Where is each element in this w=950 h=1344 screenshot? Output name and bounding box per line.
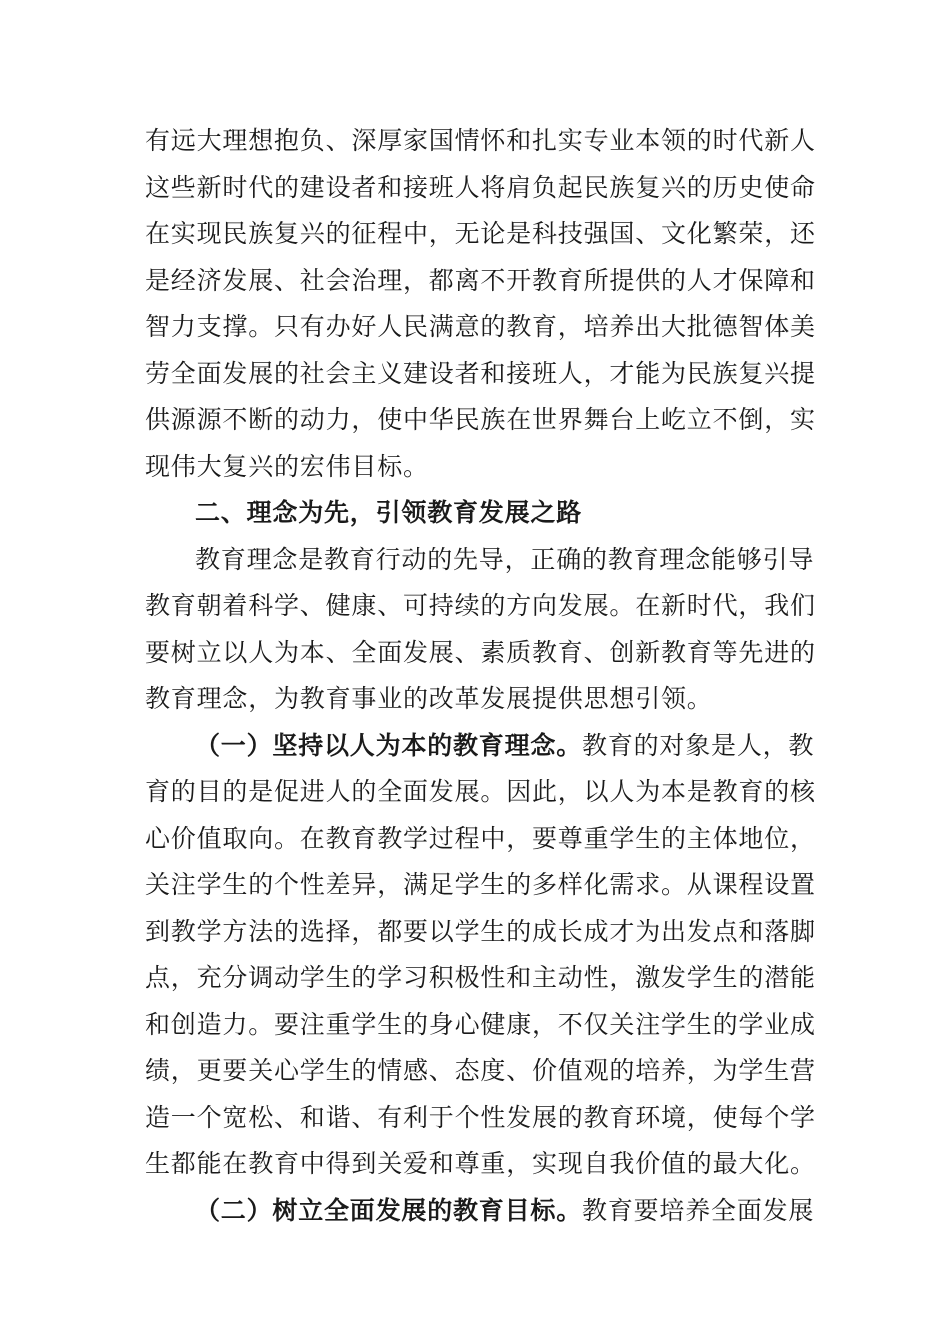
text-line: 育的目的是促进人的全面发展。因此，以人为本是教育的核 xyxy=(145,777,816,806)
text-line xyxy=(145,723,815,770)
text-line xyxy=(145,1188,815,1235)
text-line: 绩，更要关心学生的情感、态度、价值观的培养，为学生营 xyxy=(145,1056,816,1085)
text-line: 心价值取向。在教育教学过程中，要尊重学生的主体地位， xyxy=(145,823,816,853)
document-body xyxy=(145,118,816,1234)
text-line: 现伟大复兴的宏伟目标。 xyxy=(145,451,429,481)
text-line: 智力支撑。只有办好人民满意的教育，培养出大批德智体美 xyxy=(145,312,816,341)
subsection-lead: （一）坚持以人为本的教育理念。 xyxy=(195,730,583,760)
paragraph-education-philosophy xyxy=(145,537,816,723)
text-line: 供源源不断的动力，使中华民族在世界舞台上屹立不倒，实 xyxy=(145,405,816,434)
text-run: 教育要培养全面发展 xyxy=(582,1195,815,1225)
text-run: 教育的对象是人，教 xyxy=(582,730,815,760)
paragraph-national-rejuvenation xyxy=(145,118,816,490)
text-line: 点，充分调动学生的学习积极性和主动性，激发学生的潜能 xyxy=(145,963,816,992)
text-line: 劳全面发展的社会主义建设者和接班人，才能为民族复兴提 xyxy=(145,358,816,388)
text-line: 生都能在教育中得到关爱和尊重，实现自我价值的最大化。 xyxy=(145,1149,816,1178)
text-line: 教育朝着科学、健康、可持续的方向发展。在新时代，我们 xyxy=(145,591,816,620)
text-line: 有远大理想抱负、深厚家国情怀和扎实专业本领的时代新人 xyxy=(145,126,816,155)
text-line: 要树立以人为本、全面发展、素质教育、创新教育等先进的 xyxy=(145,637,816,667)
text-line: 在实现民族复兴的征程中，无论是科技强国、文化繁荣，还 xyxy=(145,219,816,248)
text-line: 造一个宽松、和谐、有利于个性发展的教育环境，使每个学 xyxy=(145,1102,816,1132)
text-line: 和创造力。要注重学生的身心健康，不仅关注学生的学业成 xyxy=(145,1009,816,1039)
text-line: 这些新时代的建设者和接班人将肩负起民族复兴的历史使命 xyxy=(145,172,816,202)
subsection-lead: （二）树立全面发展的教育目标。 xyxy=(195,1195,583,1225)
text-line: 教育理念是教育行动的先导，正确的教育理念能够引导 xyxy=(195,544,815,574)
text-line: 教育理念，为教育事业的改革发展提供思想引领。 xyxy=(145,684,713,713)
text-line: 到教学方法的选择，都要以学生的成长成才为出发点和落脚 xyxy=(145,916,816,946)
section-heading: 二、理念为先，引领教育发展之路 xyxy=(195,498,583,527)
paragraph-all-round-development xyxy=(145,1188,815,1235)
text-line: 关注学生的个性差异，满足学生的多样化需求。从课程设置 xyxy=(145,870,816,899)
paragraph-people-oriented xyxy=(145,723,816,1188)
text-line: 是经济发展、社会治理，都离不开教育所提供的人才保障和 xyxy=(145,265,816,295)
